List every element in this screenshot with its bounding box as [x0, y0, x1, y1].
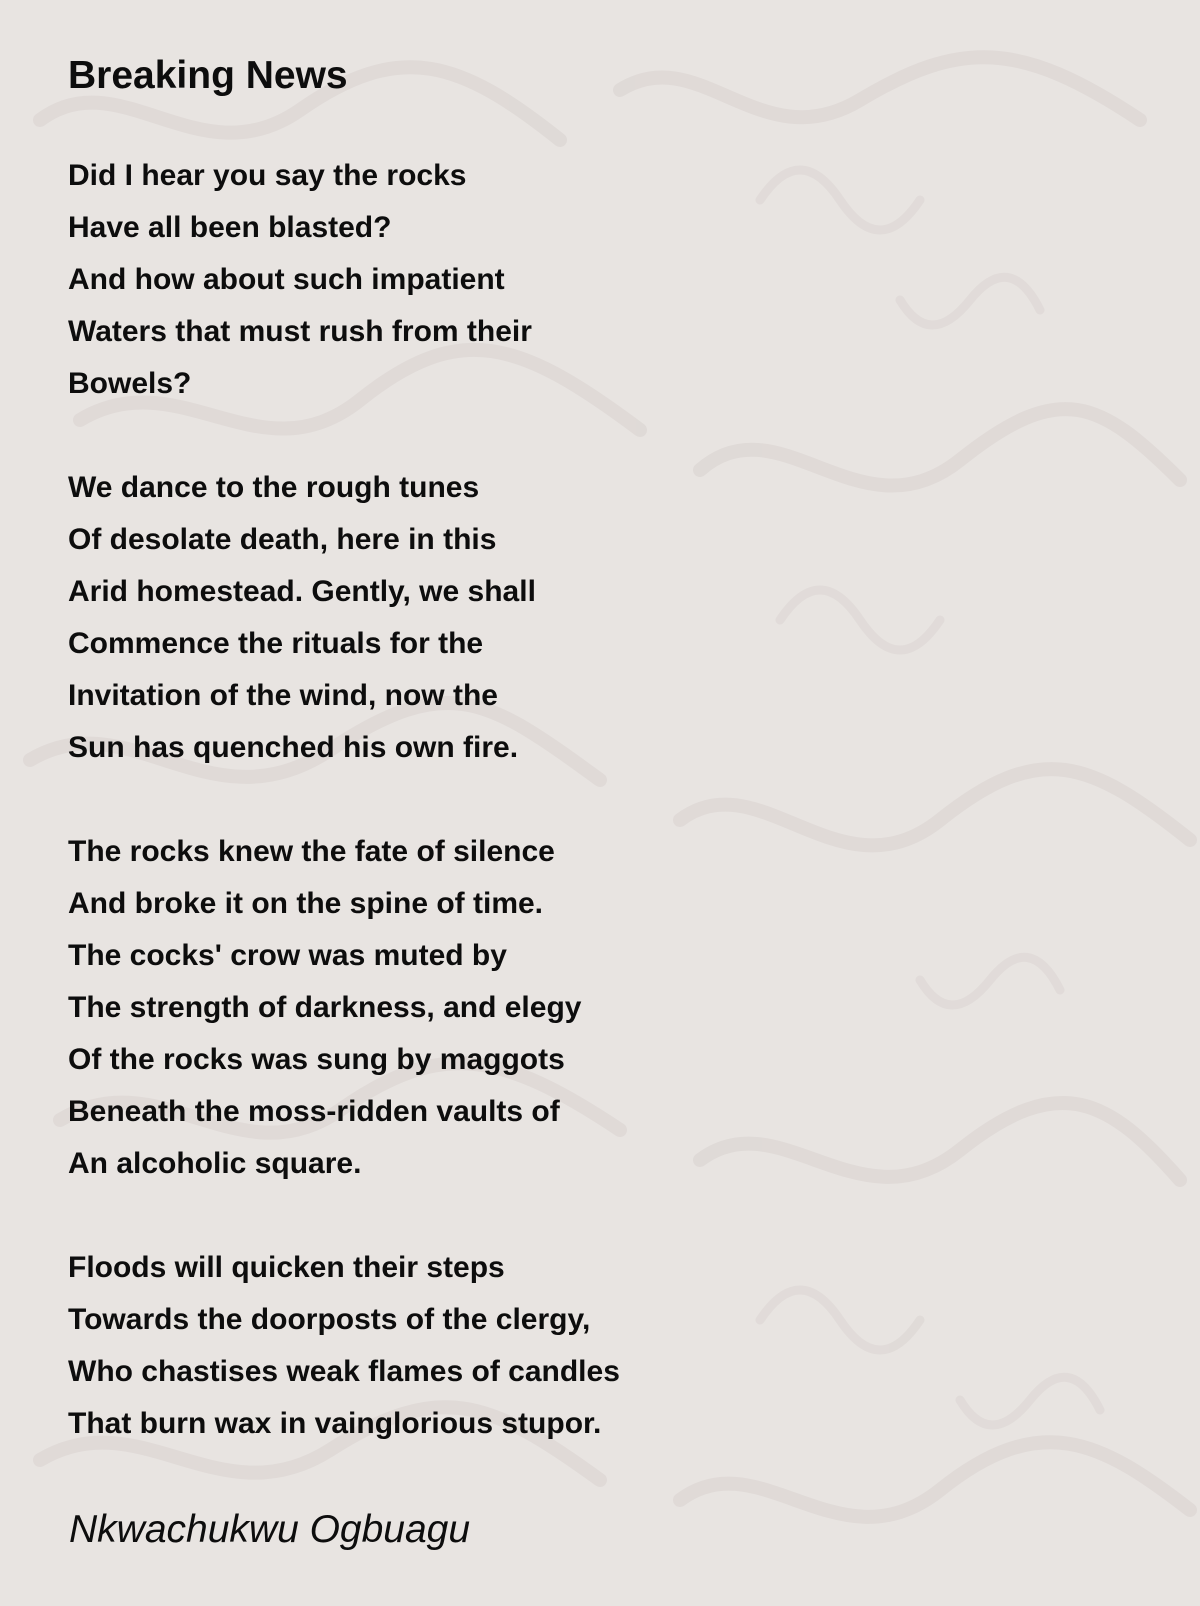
stanza-3: [68, 826, 1148, 1190]
poem-line: Of desolate death, here in this: [68, 523, 497, 556]
poem-body: [68, 150, 1148, 1502]
stanza-1: [68, 150, 1148, 410]
poem-author: Nkwachukwu Ogbuagu: [69, 1508, 471, 1551]
poem-line: Beneath the moss-ridden vaults of: [68, 1095, 560, 1128]
stanza-4: [68, 1242, 1148, 1450]
poem-line: That burn wax in vainglorious stupor.: [68, 1407, 602, 1440]
poem-line: And how about such impatient: [68, 263, 505, 296]
poem-line: Did I hear you say the rocks: [68, 159, 467, 192]
poem-page: [68, 0, 1148, 1606]
poem-line: And broke it on the spine of time.: [68, 887, 544, 920]
poem-line: Who chastises weak flames of candles: [68, 1355, 620, 1388]
poem-line: Waters that must rush from their: [68, 315, 532, 348]
poem-line: Arid homestead. Gently, we shall: [68, 575, 536, 608]
poem-line: Invitation of the wind, now the: [68, 679, 498, 712]
poem-line: The strength of darkness, and elegy: [68, 991, 582, 1024]
poem-line: Of the rocks was sung by maggots: [68, 1043, 565, 1076]
poem-line: The rocks knew the fate of silence: [68, 835, 555, 868]
poem-line: An alcoholic square.: [68, 1147, 362, 1180]
poem-line: Have all been blasted?: [68, 211, 392, 244]
poem-title: Breaking News: [68, 54, 348, 97]
poem-line: The cocks' crow was muted by: [68, 939, 507, 972]
poem-line: Towards the doorposts of the clergy,: [68, 1303, 591, 1336]
stanza-2: [68, 462, 1148, 774]
poem-line: Sun has quenched his own fire.: [68, 731, 519, 764]
poem-line: Bowels?: [68, 367, 192, 400]
poem-line: We dance to the rough tunes: [68, 471, 480, 504]
poem-line: Commence the rituals for the: [68, 627, 484, 660]
poem-line: Floods will quicken their steps: [68, 1251, 505, 1284]
